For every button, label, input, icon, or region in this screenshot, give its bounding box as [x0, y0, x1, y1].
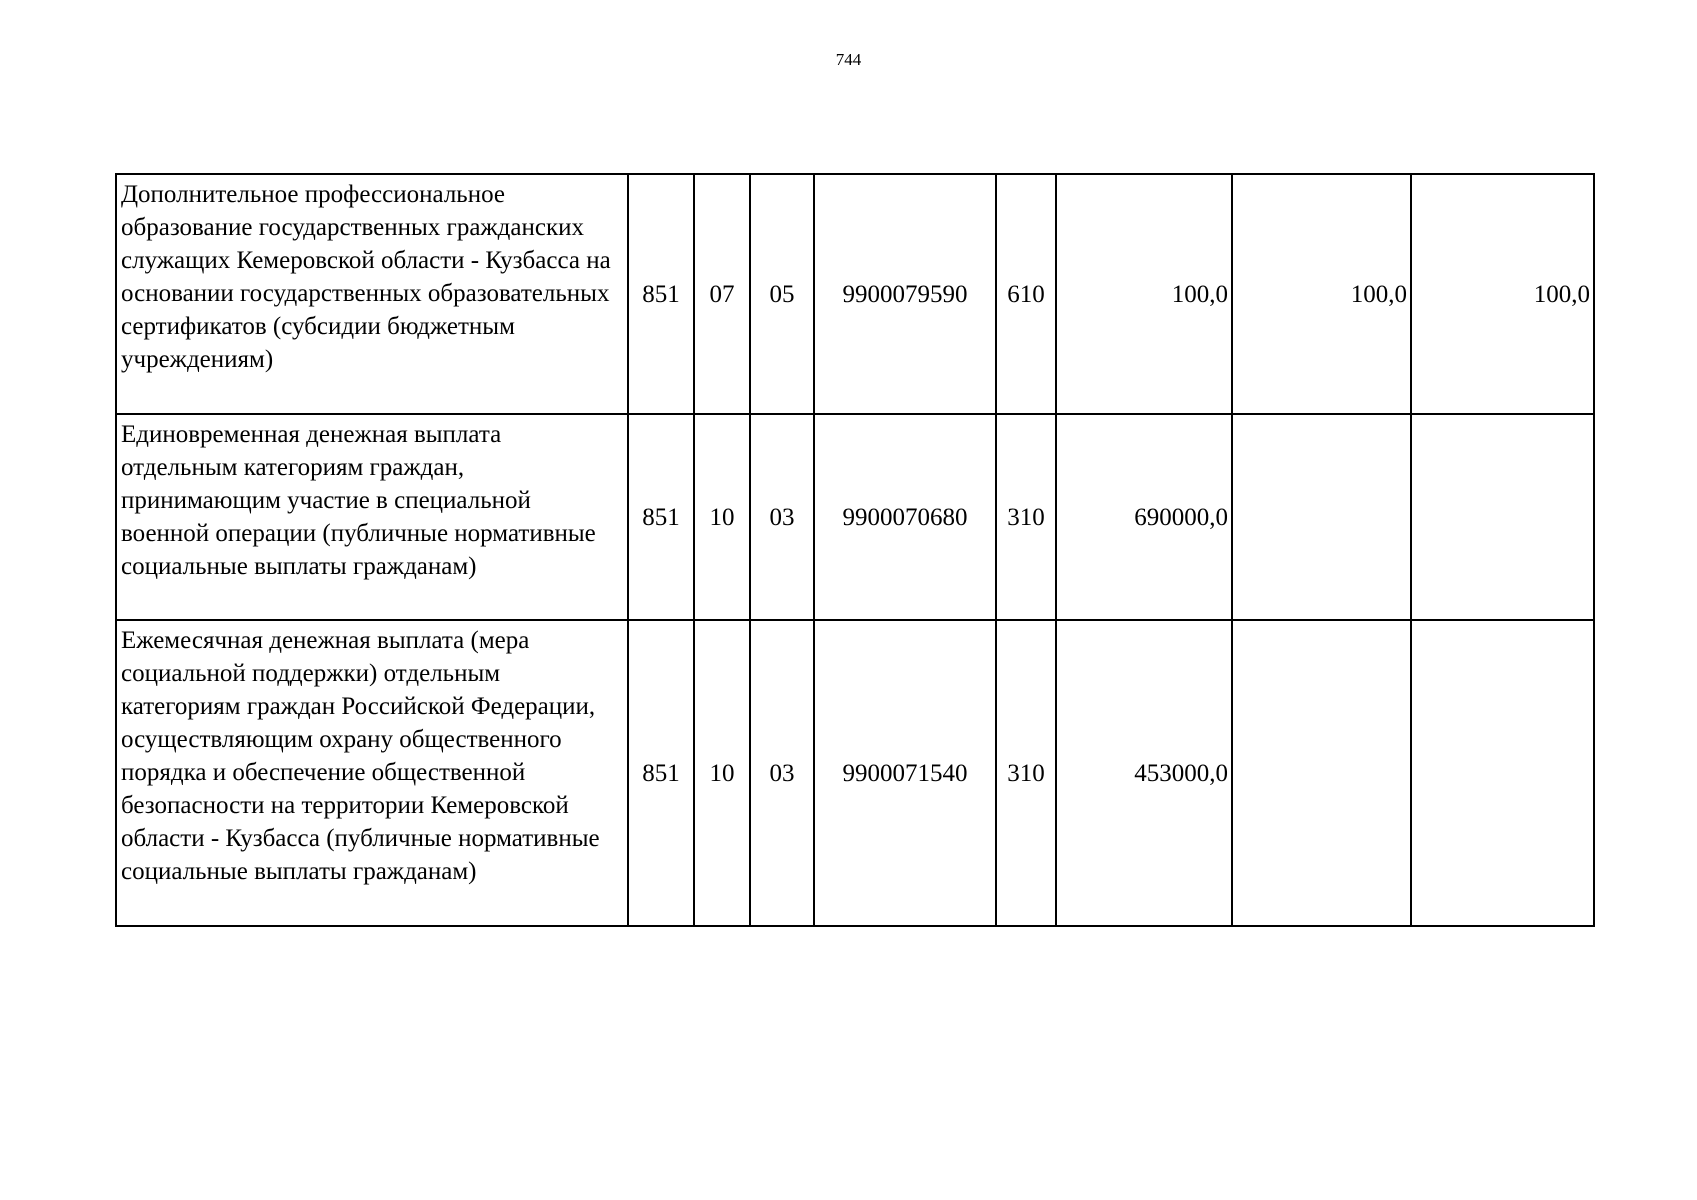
- row-description: Ежемесячная денежная выплата (мера социальной поддержки) отдельным категориям граждан Российской Федерации, осуществляющим охрану общественного порядка и обеспечение общественной безопасности на территории Кемеровской области - Кузбасса (публичные нормативные социальные выплаты гражданам): [116, 620, 628, 926]
- page-number: 744: [835, 50, 862, 69]
- section-code: 10: [694, 620, 750, 926]
- target-article-code: 9900071540: [814, 620, 996, 926]
- amount-year-2: 100,0: [1232, 174, 1411, 414]
- amount-year-3: [1411, 620, 1594, 926]
- amount-year-1: 690000,0: [1056, 414, 1232, 620]
- amount-year-2: [1232, 620, 1411, 926]
- budget-table: [115, 173, 1595, 927]
- table-row: [116, 414, 1594, 620]
- table-row: [116, 620, 1594, 926]
- subsection-code: 03: [750, 414, 814, 620]
- amount-year-1: 100,0: [1056, 174, 1232, 414]
- expense-type-code: 310: [996, 620, 1056, 926]
- subsection-code: 03: [750, 620, 814, 926]
- table-row: [116, 174, 1594, 414]
- row-description: Единовременная денежная выплата отдельным категориям граждан, принимающим участие в специальной военной операции (публичные нормативные социальные выплаты гражданам): [116, 414, 628, 620]
- amount-year-3: [1411, 414, 1594, 620]
- target-article-code: 9900070680: [814, 414, 996, 620]
- amount-year-1: 453000,0: [1056, 620, 1232, 926]
- amount-year-2: [1232, 414, 1411, 620]
- expense-type-code: 610: [996, 174, 1056, 414]
- section-code: 10: [694, 414, 750, 620]
- expense-type-code: 310: [996, 414, 1056, 620]
- ministry-code: 851: [628, 620, 694, 926]
- amount-year-3: 100,0: [1411, 174, 1594, 414]
- ministry-code: 851: [628, 414, 694, 620]
- ministry-code: 851: [628, 174, 694, 414]
- subsection-code: 05: [750, 174, 814, 414]
- section-code: 07: [694, 174, 750, 414]
- target-article-code: 9900079590: [814, 174, 996, 414]
- row-description: Дополнительное профессиональное образование государственных гражданских служащих Кемеровской области - Кузбасса на основании государственных образовательных сертификатов (субсидии бюджетным учреждениям): [116, 174, 628, 414]
